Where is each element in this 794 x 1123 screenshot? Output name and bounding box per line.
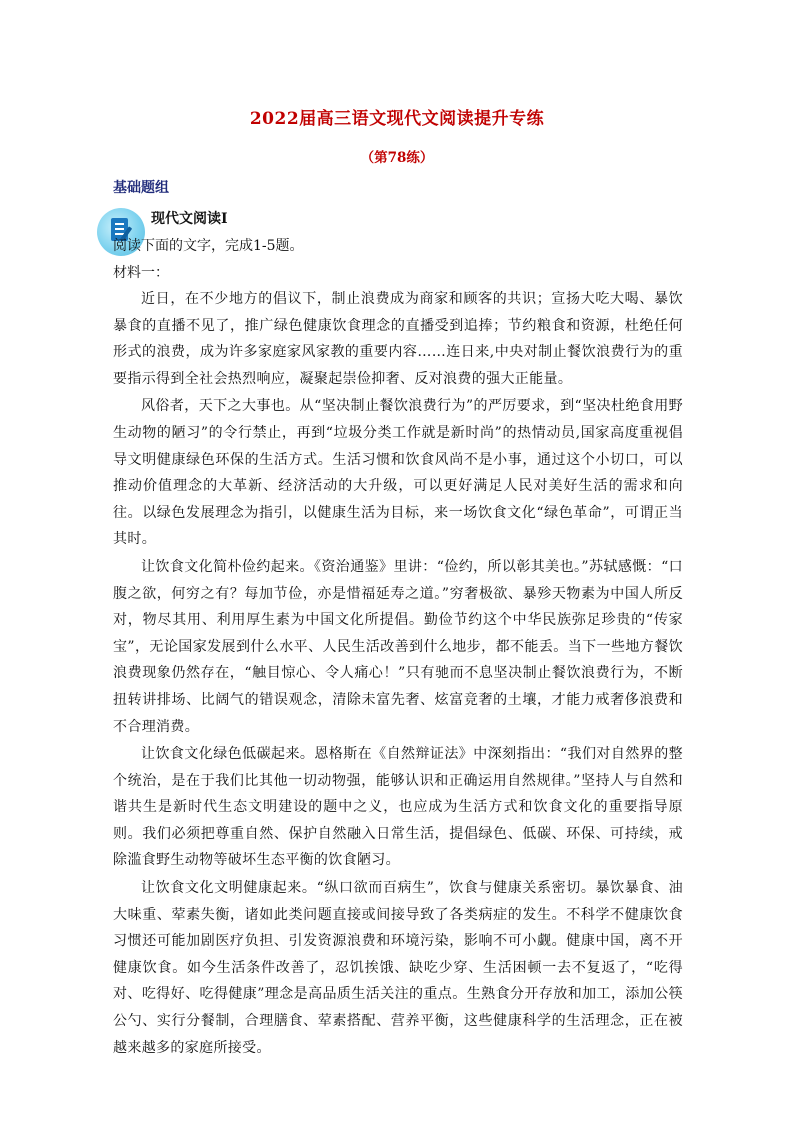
instruction-text: 阅读下面的文字，完成1-5题。 [113,238,304,254]
article-paragraph-1: 近日，在不少地方的倡议下，制止浪费成为商家和顾客的共识；宣扬大吃大喝、暴饮暴食的直播不见了，推广绿色健康饮食理念的直播受到追捧；节约粮食和资源，杜绝任何形式的浪费，成为许多家庭家风家教的重要内容……连日来,中央对制止餐饮浪费行为的重要指示得到全社会热烈响应，凝聚起崇俭抑奢、反对浪费的强大正能量。 [113,291,683,387]
section-heading: 基础题组 [113,180,169,196]
article-paragraph-3: 让饮食文化简朴俭约起来。《资治通鉴》里讲：“俭约，所以彰其美也。”苏轼感慨：“口腹之欲，何穷之有？每加节俭，亦是惜福延寿之道。”穷奢极欲、暴殄天物素为中国人所反对，物尽其用、利用厚生素为中国文化所提倡。勤俭节约这个中华民族弥足珍贵的“传家宝”，无论国家发展到什么水平、人民生活改善到什么地步，都不能丢。当下一些地方餐饮浪费现象仍然存在，“触目惊心、令人痛心！”只有驰而不息坚决制止餐饮浪费行为，不断扭转讲排场、比阔气的错误观念，清除未富先奢、炫富竞奢的土壤，才能力戒奢侈浪费和不合理消费。 [113,558,683,735]
article-paragraph-5: 让饮食文化文明健康起来。“纵口欲而百病生”，饮食与健康关系密切。暴饮暴食、油大味重、荤素失衡，诸如此类问题直接或间接导致了各类病症的发生。不科学不健康饮食习惯还可能加剧医疗负担、引发资源浪费和环境污染，影响不可小觑。健康中国，离不开健康饮食。如今生活条件改善了，忍饥挨饿、缺吃少穿、生活困顿一去不复返了，“吃得对、吃得好、吃得健康”理念是高品质生活关注的重点。生熟食分开存放和加工，添加公筷公勺、实行分餐制，合理膳食、荤素搭配、营养平衡，这些健康科学的生活理念，正在被越来越多的家庭所接受。 [113,880,683,1056]
document-title: 2022届高三语文现代文阅读提升专练 [249,109,545,129]
article-paragraph-4: 让饮食文化绿色低碳起来。恩格斯在《自然辩证法》中深刻指出：“我们对自然界的整个统治，是在于我们比其他一切动物强，能够认识和正确运用自然规律。”坚持人与自然和谐共生是新时代生态文明建设的题中之义，也应成为生活方式和饮食文化的重要指导原则。我们必须把尊重自然、保护自然融入日常生活，提倡绿色、低碳、环保、可持续，戒除滥食野生动物等破坏生态平衡的饮食陋习。 [113,746,683,869]
material-label: 材料一： [113,265,169,281]
subsection-heading: 现代文阅读Ⅰ [151,211,228,227]
document-subtitle: （第78练） [360,150,434,166]
article-body [113,286,683,1061]
article-paragraph-2: 风俗者，天下之大事也。从“坚决制止餐饮浪费行为”的严厉要求，到“坚决杜绝食用野生动物的陋习”的令行禁止，再到“垃圾分类工作就是新时尚”的热情动员,国家高度重视倡导文明健康绿色环保的生活方式。生活习惯和饮食风尚不是小事，通过这个小切口，可以推动价值理念的大革新、经济活动的大升级，可以更好满足人民对美好生活的需求和向往。以绿色发展理念为指引，以健康生活为目标，来一场饮食文化“绿色革命”，可谓正当其时。 [113,398,683,548]
